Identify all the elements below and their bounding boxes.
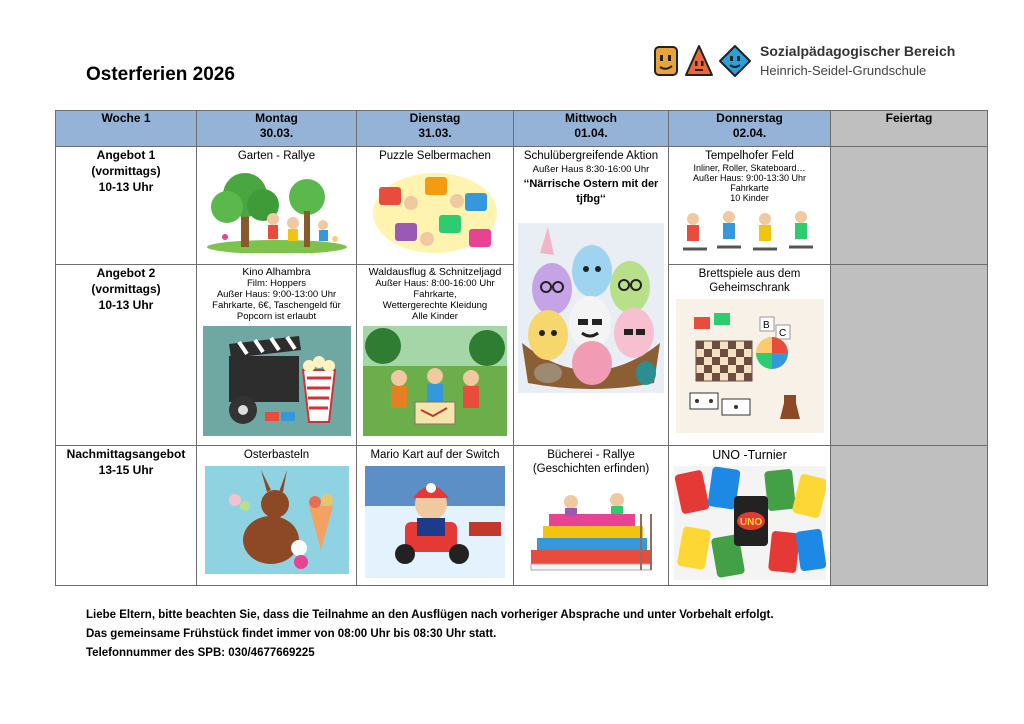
svg-text:B: B (762, 320, 770, 331)
logo-line-2: Heinrich-Seidel-Grundschule (760, 63, 927, 78)
activity-title: Tempelhofer Feld (705, 150, 794, 162)
cell-di-2: Waldausflug & Schnitzeljagd Außer Haus: 8:00-16:00 Uhr Fahrkarte, Wettergerechte Kleidung Alle Kinder (357, 265, 514, 446)
week-header: Woche 1 (56, 111, 197, 147)
row-header-nachmittag: Nachmittagsangebot 13-15 Uhr (56, 446, 197, 586)
cell-do-1: Tempelhofer Feld Inliner, Roller, Skateboard… Außer Haus: 9:00-13:30 Uhr Fahrkarte 10 Kinder (669, 147, 831, 265)
activity-detail: Außer Haus 8:30-16:00 Uhr (532, 164, 650, 175)
footer-notes (86, 606, 774, 663)
forest-hunt-illustration (363, 326, 507, 436)
cell-mo-2: Kino Alhambra Film: Hoppers Außer Haus: 9:00-13:00 Uhr Fahrkarte, 6€, Taschengeld für Popcorn ist erlaubt (197, 265, 357, 446)
cell-do-3 (669, 446, 831, 586)
page-title: Osterferien 2026 (86, 64, 235, 85)
table-row (56, 446, 988, 586)
svg-text:C: C (778, 328, 786, 339)
board-games-illustration (676, 299, 824, 433)
activity-subtitle: (Geschichten erfinden) (532, 463, 650, 475)
day-header-tuesday: Dienstag 31.03. (357, 111, 514, 147)
activity-highlight: ‘‘Närrische Ostern mit der tjfbg‘‘ (523, 178, 659, 205)
cell-holiday-2 (831, 265, 988, 446)
day-header-monday: Montag 30.03. (197, 111, 357, 147)
row-header-angebot-2: Angebot 2 (vormittags) 10-13 Uhr (56, 265, 197, 446)
triangle-face-icon (684, 44, 714, 78)
uno-cards-illustration (674, 466, 826, 580)
activity-title: Garten - Rallye (237, 150, 316, 162)
table-row (56, 147, 988, 265)
school-logo (652, 42, 955, 80)
cell-holiday-1 (831, 147, 988, 265)
activity-title: Schulübergreifende Aktion (523, 150, 659, 162)
schedule-table (55, 110, 988, 586)
cell-mi-3 (514, 446, 669, 586)
cell-do-2 (669, 265, 831, 446)
cell-mo-3 (197, 446, 357, 586)
activity-title: Kino Alhambra (242, 266, 311, 278)
cinema-illustration (203, 326, 351, 436)
activity-title: Waldausflug & Schnitzeljagd (368, 266, 502, 278)
library-illustration (521, 480, 661, 576)
holiday-header: Feiertag (831, 111, 988, 147)
day-header-wednesday: Mittwoch 01.04. (514, 111, 669, 147)
easter-eggs-illustration (518, 223, 664, 393)
logo-icons (652, 44, 752, 78)
cell-mi-1-2 (514, 147, 669, 446)
activity-title: Mario Kart auf der Switch (370, 449, 500, 461)
cell-mo-1 (197, 147, 357, 265)
activity-title: UNO -Turnier (712, 448, 787, 462)
activity-title: Puzzle Selbermachen (379, 150, 491, 162)
puzzle-illustration (365, 167, 505, 257)
svg-text:UNO: UNO (739, 517, 762, 528)
cell-di-1 (357, 147, 514, 265)
activity-title: Osterbasteln (243, 449, 310, 461)
cell-holiday-3 (831, 446, 988, 586)
diamond-face-icon (718, 44, 752, 78)
header-row (56, 111, 988, 147)
day-header-thursday: Donnerstag 02.04. (669, 111, 831, 147)
logo-line-1: Sozialpädagogischer Bereich (760, 43, 956, 59)
bunny-craft-illustration (205, 466, 349, 574)
square-face-icon (652, 44, 680, 78)
activity-title: Bücherei - Rallye (547, 449, 635, 461)
row-header-angebot-1: Angebot 1 (vormittags) 10-13 Uhr (56, 147, 197, 265)
cell-di-3 (357, 446, 514, 586)
footer-note-participation: Liebe Eltern, bitte beachten Sie, dass die Teilnahme an den Ausflügen nach vorheriger Absprache und unter Vorbehalt erfolgt. (86, 609, 774, 621)
skating-kids-illustration (677, 207, 823, 257)
footer-note-breakfast: Das gemeinsame Frühstück findet immer von 08:00 Uhr bis 08:30 Uhr statt. (86, 628, 497, 640)
footer-note-phone: Telefonnummer des SPB: 030/4677669225 (86, 647, 315, 659)
activity-title: Brettspiele aus dem Geheimschrank (698, 268, 801, 294)
garden-illustration (205, 167, 349, 253)
mario-kart-illustration (365, 466, 505, 578)
